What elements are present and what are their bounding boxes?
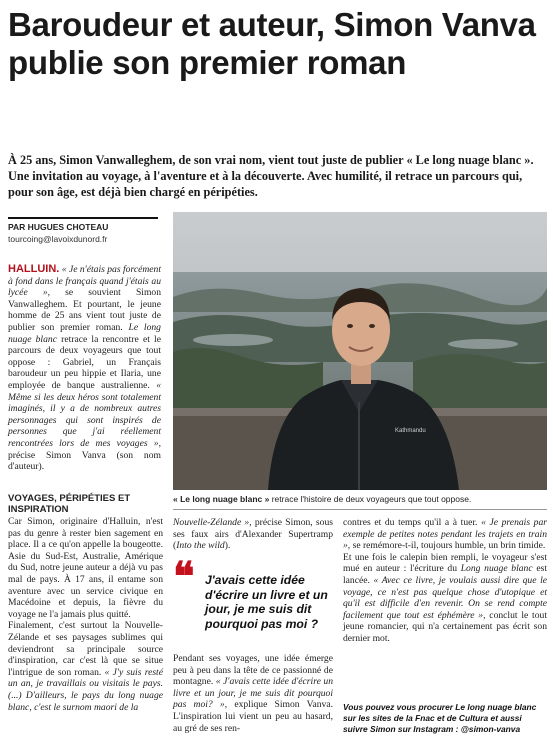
caption-text: retrace l'histoire de deux voyageurs que tout oppose. xyxy=(269,494,472,504)
byline-rule xyxy=(8,217,158,219)
author-photo xyxy=(173,212,547,490)
quote: « J'avais cette idée d'écrire un livre et un jour, je me suis dit pourquoi pas moi? » xyxy=(173,676,333,711)
byline-email: tourcoing@lavoixdunord.fr xyxy=(8,234,108,244)
headline: Baroudeur et auteur, Simon Vanva publie son premier roman xyxy=(8,6,536,81)
body-text: contres et du temps qu'il a à tuer. xyxy=(343,517,482,528)
body-text: ). xyxy=(224,540,231,552)
quote: « J'y suis resté un an, je travaillais ou visitais le pays. (...) D'ailleurs, le pays du long nuage blanc, c'est le surnom maori de la xyxy=(8,666,163,713)
body-text: est lancée. xyxy=(343,563,547,586)
photo-caption xyxy=(173,494,547,505)
body-text: Pendant ses voyages, une idée émerge peu à peu dans la tête de ce passionné de montagne. xyxy=(173,653,333,688)
body-text: Finalement, c'est surtout la Nouvelle-Zélande et ses paysages sublimes qui deviendront sa principale source d'inspiration, car c'est là que se situe l'intrigue de son roman. xyxy=(8,620,163,678)
info-box: Vous pouvez vous procurer Le long nuage blanc sur les sites de la Fnac et de Cultura et aussi suivre Simon sur Instagram : @simon-vanva xyxy=(343,702,537,734)
quote: « Je n'étais pas forcément à fond dans le français quand j'étais au lycée » xyxy=(8,264,161,299)
book-title: Long nuage blanc xyxy=(460,563,533,575)
body-text: Car Simon, originaire d'Halluin, n'est pas du genre à rester bien sagement en place. Il a ce qu'on appelle la bougeotte. Asie du Sud-Est, Australie, Amérique du Sud, notre jeune auteur a déjà vu pas mal de pays. À 17 ans, il entame son aventure avec un service civique en Macédoine et depuis, la fièvre du voyage ne l'a jamais plus quitté. xyxy=(8,516,163,620)
quote: « Je prenais par exemple de petites notes pendant les trajets en train » xyxy=(343,517,548,552)
column-1-text xyxy=(8,264,161,473)
body-text: , précise Simon Vanva (son nom d'auteur). xyxy=(8,437,161,473)
body-text: retrace la rencontre et le parcours de deux voyageurs que tout oppose : Gabriel, un Français baroudeur un peu hippie et Ilaria, une employée de banque australienne. xyxy=(8,333,161,391)
subhead: VOYAGES, PÉRIPÉTIES ET INSPIRATION xyxy=(8,493,131,515)
body-text: , se remémore-t-il, toujours humble, un brin timide. xyxy=(347,540,546,552)
lead-paragraph: À 25 ans, Simon Vanwalleghem, de son vrai nom, vient tout juste de publier « Le long nuage blanc ». Une invitation au voyage, à l'aventure et à la découverte. Avec humilité, il retrace un parcours qui, pour son âge, est déjà bien chargé en péripéties. xyxy=(8,153,534,199)
caption-title: « Le long nuage blanc » xyxy=(173,494,270,504)
body-text: , précise Simon, sous ses faux airs d'Alexander Supertramp ( xyxy=(173,517,333,552)
body-text: , se souvient Simon Vanwalleghem. Et pourtant, le jeune homme de 25 ans vient tout juste de publier son premier roman. xyxy=(8,287,161,333)
svg-text:Kathmandu: Kathmandu xyxy=(395,428,426,434)
quote: « Même si les deux héros sont totalement imaginés, il y a de nombreux autres personnages qui sont inspirés de personnes que j'ai réellement rencontrées lors de mes voyages » xyxy=(8,379,161,449)
quote: Nouvelle-Zélande » xyxy=(173,517,250,528)
body-text: , conclut le tout jeune romancier, qui n'a certainement pas écrit son dernier mot. xyxy=(343,609,547,644)
body-text: Et une fois le calepin bien rempli, le voyageur s'est mué en auteur : l'écriture du xyxy=(343,551,547,575)
body-text: , explique Simon Vanva. L'inspiration lui vient un peu au hasard, au gré de ses ren- xyxy=(173,699,334,734)
film-title: Into the wild xyxy=(176,540,225,552)
quote-mark-icon: ❝ xyxy=(173,555,191,599)
book-title: Le long nuage blanc xyxy=(8,321,161,345)
pull-quote: J'avais cette idée d'écrire un livre et un jour, je me suis dit pourquoi pas moi ? xyxy=(205,573,328,631)
column-3-text xyxy=(343,517,547,645)
column-2-bottom-text xyxy=(173,653,333,734)
column-1-bottom-text xyxy=(8,516,163,713)
dateline: HALLUIN. xyxy=(8,263,60,275)
quote: « Avec ce livre, je voulais aussi dire que le voyage, ce n'est pas quelque chose d'utopique et qu'il est difficile d'en revenir. On se rend compte facilement que tout est éphémère » xyxy=(343,574,547,621)
column-2-top-text xyxy=(173,517,333,552)
byline-author: PAR HUGUES CHOTEAU xyxy=(8,222,109,232)
caption-rule xyxy=(173,509,547,510)
